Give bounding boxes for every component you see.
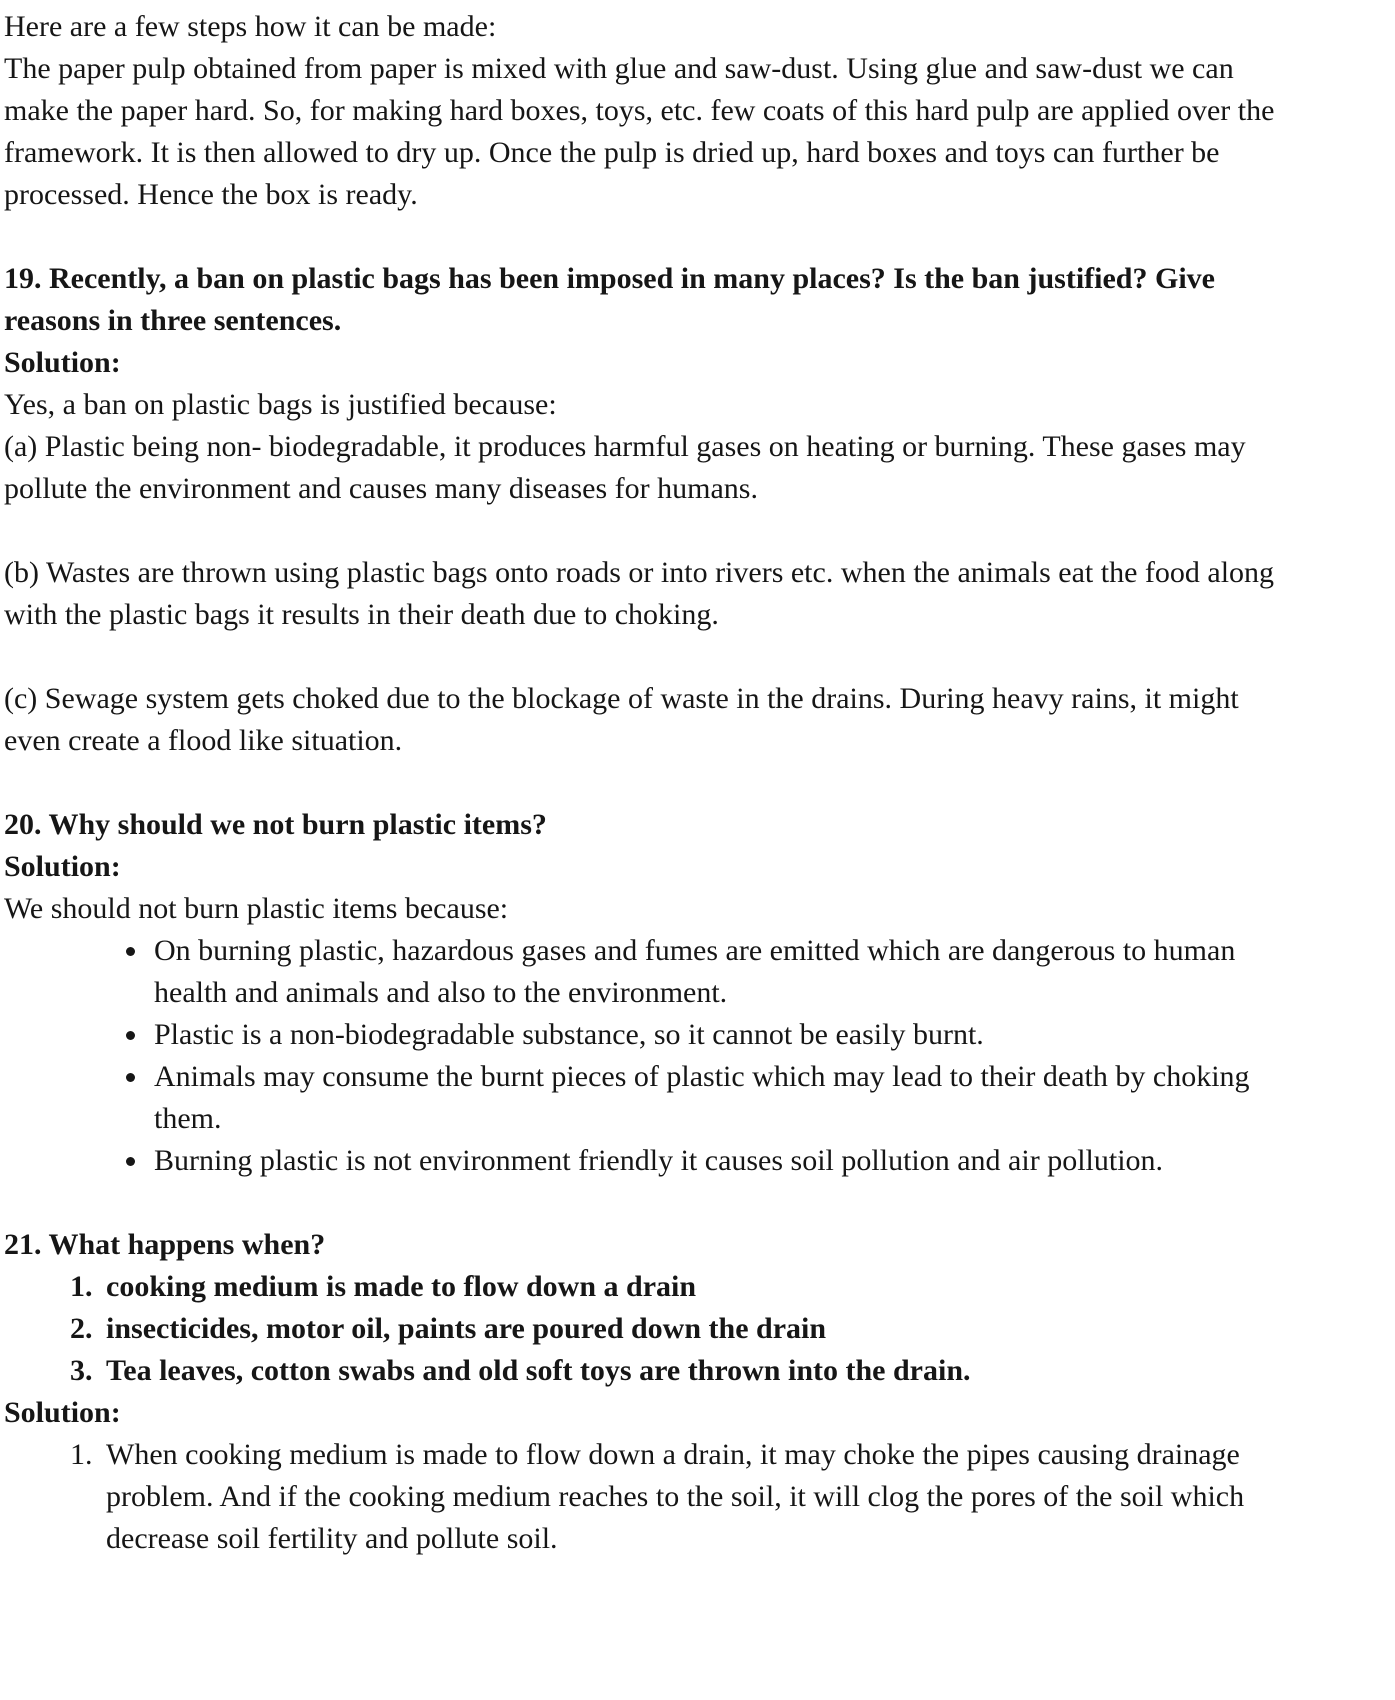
question-21-heading: 21. What happens when? (4, 1228, 326, 1261)
bullet-item: • Plastic is a non-biodegradable substance, so it cannot be easily burnt. (150, 1014, 1289, 1056)
list-item: 3. Tea leaves, cotton swabs and old soft toys are thrown into the drain. (100, 1350, 1289, 1392)
q20-answer-intro: We should not burn plastic items because: (4, 892, 509, 925)
list-item: 1. cooking medium is made to flow down a drain (100, 1266, 1289, 1308)
q19-point-a: (a) Plastic being non- biodegradable, it produces harmful gases on heating or burning. These gases may pollute the environment and causes many diseases for humans. (4, 430, 1246, 505)
question-20-heading: 20. Why should we not burn plastic items? (4, 808, 547, 841)
q19-point-b: (b) Wastes are thrown using plastic bags onto roads or into rivers etc. when the animals eat the food along with the plastic bags it results in their death due to choking. (4, 556, 1275, 631)
intro-paragraph: The paper pulp obtained from paper is mixed with glue and saw-dust. Using glue and saw-dust we can make the paper hard. So, for making hard boxes, toys, etc. few coats of this hard pulp are applied over the framework. It is then allowed to dry up. Once the pulp is dried up, hard boxes and toys can further be processed. Hence the box is ready. (4, 52, 1275, 211)
bullet-item: • On burning plastic, hazardous gases and fumes are emitted which are dangerous to human health and animals and also to the environment. (150, 930, 1289, 1014)
bullet-item: • Animals may consume the burnt pieces of plastic which may lead to their death by choking them. (150, 1056, 1289, 1140)
q21-sub-question-list (4, 1266, 1289, 1392)
q19-solution-label: Solution: (4, 346, 121, 379)
q21-solution-label: Solution: (4, 1396, 121, 1429)
q19-answer-intro: Yes, a ban on plastic bags is justified because: (4, 388, 557, 421)
q20-bullet-list (4, 930, 1289, 1182)
q20-solution-label: Solution: (4, 850, 121, 883)
q19-point-c: (c) Sewage system gets choked due to the blockage of waste in the drains. During heavy rains, it might even create a flood like situation. (4, 682, 1239, 757)
question-19-heading: 19. Recently, a ban on plastic bags has been imposed in many places? Is the ban justified? Give reasons in three sentences. (4, 262, 1215, 337)
list-item: 2. insecticides, motor oil, paints are poured down the drain (100, 1308, 1289, 1350)
bullet-item: • Burning plastic is not environment friendly it causes soil pollution and air pollution. (150, 1140, 1289, 1182)
intro-line: Here are a few steps how it can be made: (4, 10, 497, 43)
list-item: 1. When cooking medium is made to flow down a drain, it may choke the pipes causing drainage problem. And if the cooking medium reaches to the soil, it will clog the pores of the soil which decrease soil fertility and pollute soil. (100, 1434, 1289, 1560)
q21-answer-list (4, 1434, 1289, 1560)
